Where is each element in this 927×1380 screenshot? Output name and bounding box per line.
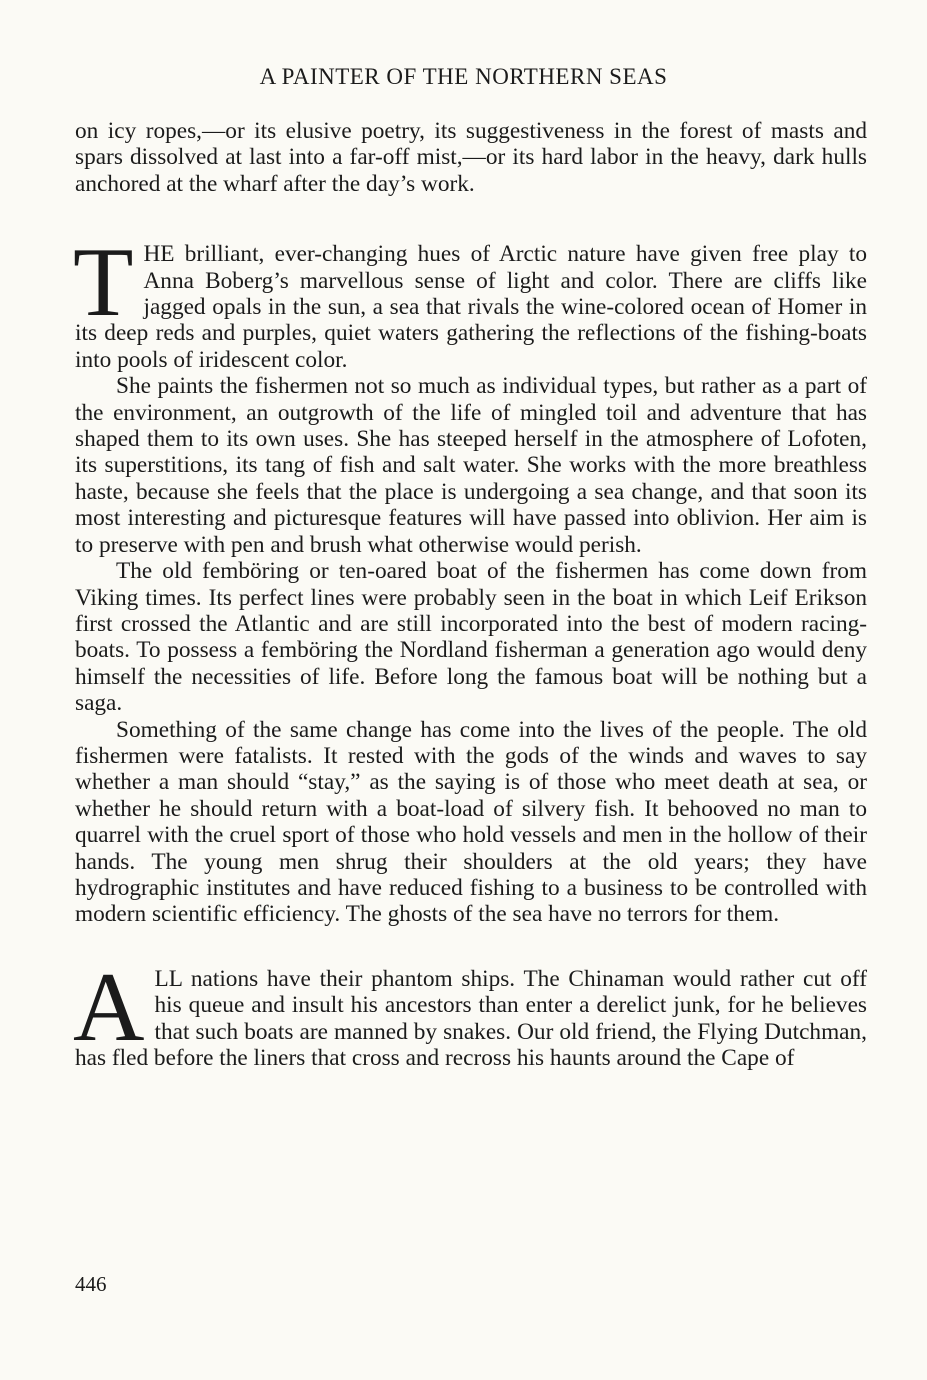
drop-cap-t: T xyxy=(73,228,134,338)
text-column xyxy=(75,118,867,1071)
paragraph-fishermen: She paints the fishermen not so much as individual types, but rather as a part of the environment, an outgrowth of the life of mingled toil and adventure that has shaped them to its own uses. She has steeped herself in the atmosphere of Lofoten, its superstitions, its tang of fish and salt water. She works with the more breathless haste, because she feels that the place is undergoing a sea change, and that soon its most interesting and picturesque features will have passed into oblivion. Her aim is to preserve with pen and brush what otherwise would perish. xyxy=(75,373,867,558)
page-number: 446 xyxy=(75,1272,107,1296)
section-break xyxy=(75,928,867,966)
paragraph-phantom-ships xyxy=(73,952,867,1072)
paragraph-change: Something of the same change has come into the lives of the people. The old fishermen were fatalists. It rested with the gods of the winds and waves to say whether a man should “stay,” as the saying is of those who meet death at sea, or whether he should return with a boat-load of silvery fish. It behooved no man to quarrel with the cruel sport of those who hold vessels and men in the hollow of their hands. The young men shrug their shoulders at the old years; they have hydrographic institutes and have reduced fishing to a business to be controlled with modern scientific efficiency. The ghosts of the sea have no terrors for them. xyxy=(75,716,867,928)
section-break xyxy=(75,197,867,241)
paragraph-arctic-hues xyxy=(73,228,867,373)
paragraph-text: LL nations have their phantom ships. The Chinaman would rather cut off his queue and insult his ancestors than enter a derelict junk, for he believes that such boats are manned by snakes. Our old friend, the Flying Dutchman, has fled before the liners that cross and recross his haunts around the Cape of xyxy=(75,965,867,1071)
paragraph-femboring: The old femböring or ten-oared boat of the fishermen has come down from Viking times. Its perfect lines were probably seen in the boat in which Leif Erikson first crossed the Atlantic and are still incorporated into the best of modern racing-boats. To possess a femböring the Nordland fisherman a generation ago would deny himself the necessities of life. Before long the famous boat will be nothing but a saga. xyxy=(75,558,867,717)
running-head: A PAINTER OF THE NORTHERN SEAS xyxy=(259,64,668,89)
drop-cap-a: A xyxy=(73,952,145,1062)
paragraph-continued: on icy ropes,—or its elusive poetry, its suggestiveness in the forest of masts and spars dissolved at last into a far-off mist,—or its hard labor in the heavy, dark hulls anchored at the wharf after the day’s work. xyxy=(75,118,867,197)
paragraph-text: HE brilliant, ever-changing hues of Arctic nature have given free play to Anna Boberg’s marvellous sense of light and color. There are cliffs like jagged opals in the sun, a sea that rivals the wine-colored ocean of Homer in its deep reds and purples, quiet waters gathering the reflections of the fishing-boats into pools of iridescent color. xyxy=(75,241,867,373)
